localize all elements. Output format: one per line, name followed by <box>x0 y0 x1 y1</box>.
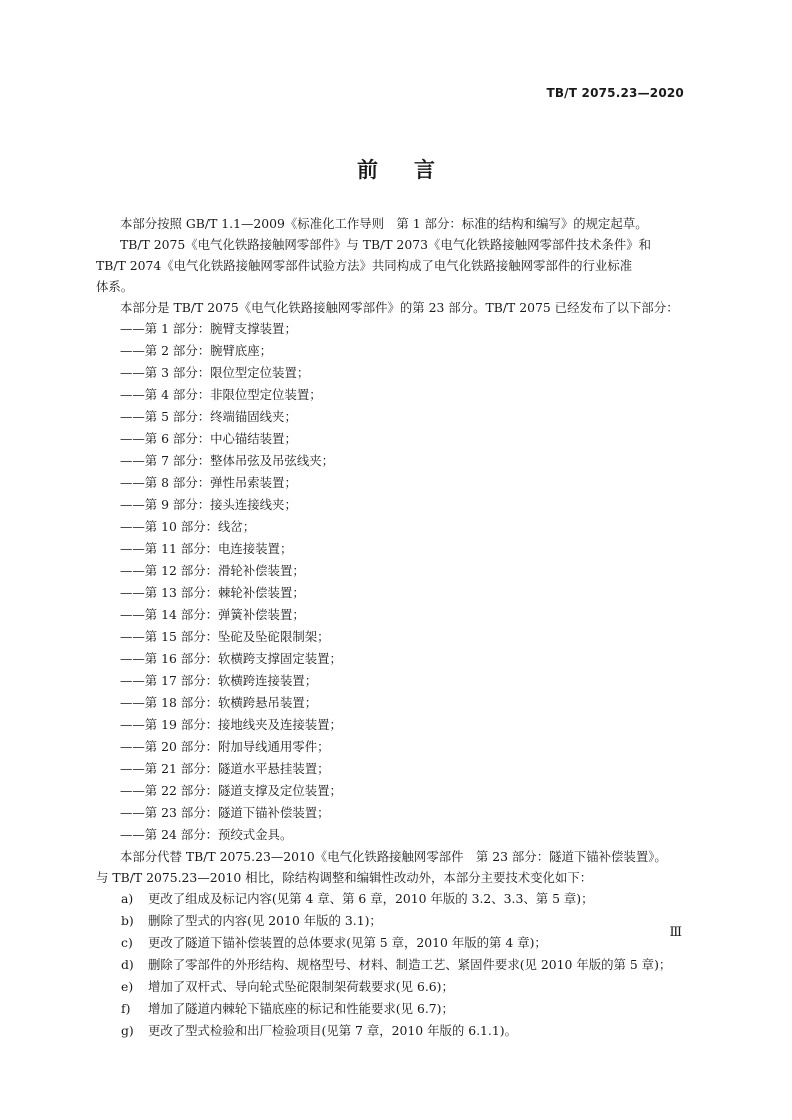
list-item: ——第 2 部分：腕臂底座； <box>120 343 273 358</box>
list-item: ——第 17 部分：软横跨连接装置； <box>120 673 318 688</box>
change-item <box>96 954 700 976</box>
paragraph-part-intro: 本部分是 TB/T 2075《电气化铁路接触网零部件》的第 23 部分。TB/T 2075 已经发布了以下部分： <box>120 300 679 315</box>
list-item: ——第 6 部分：中心锚结装置； <box>120 431 297 446</box>
change-label: c) <box>121 935 133 950</box>
changes-list <box>96 888 700 1042</box>
list-item: ——第 18 部分：软横跨悬吊装置； <box>120 695 318 710</box>
change-label: b) <box>121 913 134 928</box>
page-number: Ⅲ <box>669 925 682 940</box>
foreword-body <box>96 213 700 1042</box>
list-item: ——第 12 部分：滑轮补偿装置； <box>120 563 305 578</box>
change-label: d) <box>121 957 134 972</box>
list-item: ——第 19 部分：接地线夹及连接装置； <box>120 717 342 732</box>
list-item: ——第 3 部分：限位型定位装置； <box>120 365 310 380</box>
paragraph-standard-system-line2: TB/T 2074《电气化铁路接触网零部件试验方法》共同构成了电气化铁路接触网零部件的行业标准 <box>96 258 633 273</box>
change-text: 更改了组成及标记内容(见第 4 章、第 6 章，2010 年版的 3.2、3.3、第 5 章)； <box>148 891 594 906</box>
change-label: e) <box>121 979 134 994</box>
change-label: f) <box>121 1001 131 1016</box>
list-item: ——第 22 部分：隧道支撑及定位装置； <box>120 783 342 798</box>
list-item: ——第 16 部分：软横跨支撑固定装置； <box>120 651 342 666</box>
list-item: ——第 24 部分：预绞式金具。 <box>120 827 293 842</box>
parts-list <box>96 318 700 846</box>
change-item <box>96 888 700 910</box>
list-item: ——第 15 部分：坠砣及坠砣限制架； <box>120 629 330 644</box>
change-text: 更改了型式检验和出厂检验项目(见第 7 章，2010 年版的 6.1.1)。 <box>148 1023 517 1038</box>
list-item: ——第 14 部分：弹簧补偿装置； <box>120 607 305 622</box>
paragraph-standard-system-line1: TB/T 2075《电气化铁路接触网零部件》与 TB/T 2073《电气化铁路接触网零部件技术条件》和 <box>120 237 651 252</box>
list-item: ——第 20 部分：附加导线通用零件； <box>120 739 330 754</box>
change-text: 增加了隧道内棘轮下锚底座的标记和性能要求(见 6.7)； <box>148 1001 454 1016</box>
change-item <box>96 932 700 954</box>
paragraph-comparison: 与 TB/T 2075.23—2010 相比，除结构调整和编辑性改动外，本部分主要技术变化如下： <box>96 870 593 885</box>
list-item: ——第 8 部分：弹性吊索装置； <box>120 475 297 490</box>
change-text: 更改了隧道下锚补偿装置的总体要求(见第 5 章，2010 年版的第 4 章)； <box>148 935 547 950</box>
list-item: ——第 9 部分：接头连接线夹； <box>120 497 297 512</box>
change-item <box>96 910 700 932</box>
change-text: 增加了双杆式、导向轮式坠砣限制架荷载要求(见 6.6)； <box>148 979 454 994</box>
page-title: 前言 <box>357 158 471 182</box>
list-item: ——第 5 部分：终端锚固线夹； <box>120 409 297 424</box>
change-item <box>96 1020 700 1042</box>
change-item <box>96 998 700 1020</box>
list-item: ——第 21 部分：隧道水平悬挂装置； <box>120 761 330 776</box>
change-text: 删除了型式的内容(见 2010 年版的 3.1)； <box>148 913 382 928</box>
list-item: ——第 11 部分：电连接装置； <box>120 541 293 556</box>
list-item: ——第 7 部分：整体吊弦及吊弦线夹； <box>120 453 335 468</box>
list-item: ——第 23 部分：隧道下锚补偿装置； <box>120 805 330 820</box>
change-item <box>96 976 700 998</box>
list-item: ——第 13 部分：棘轮补偿装置； <box>120 585 305 600</box>
paragraph-standard-system-line3: 体系。 <box>96 279 134 294</box>
change-label: g) <box>121 1023 134 1038</box>
change-label: a) <box>121 891 134 906</box>
change-text: 删除了零部件的外形结构、规格型号、材料、制造工艺、紧固件要求(见 2010 年版的第 5 章)； <box>148 957 672 972</box>
document-code: TB/T 2075.23—2020 <box>546 86 684 100</box>
list-item: ——第 4 部分：非限位型定位装置； <box>120 387 322 402</box>
list-item: ——第 1 部分：腕臂支撑装置； <box>120 321 297 336</box>
paragraph-replaces: 本部分代替 TB/T 2075.23—2010《电气化铁路接触网零部件 第 23 部分：隧道下锚补偿装置》。 <box>120 849 667 864</box>
list-item: ——第 10 部分：线岔； <box>120 519 256 534</box>
paragraph-drafting-basis: 本部分按照 GB/T 1.1—2009《标准化工作导则 第 1 部分：标准的结构和编写》的规定起草。 <box>120 216 648 231</box>
